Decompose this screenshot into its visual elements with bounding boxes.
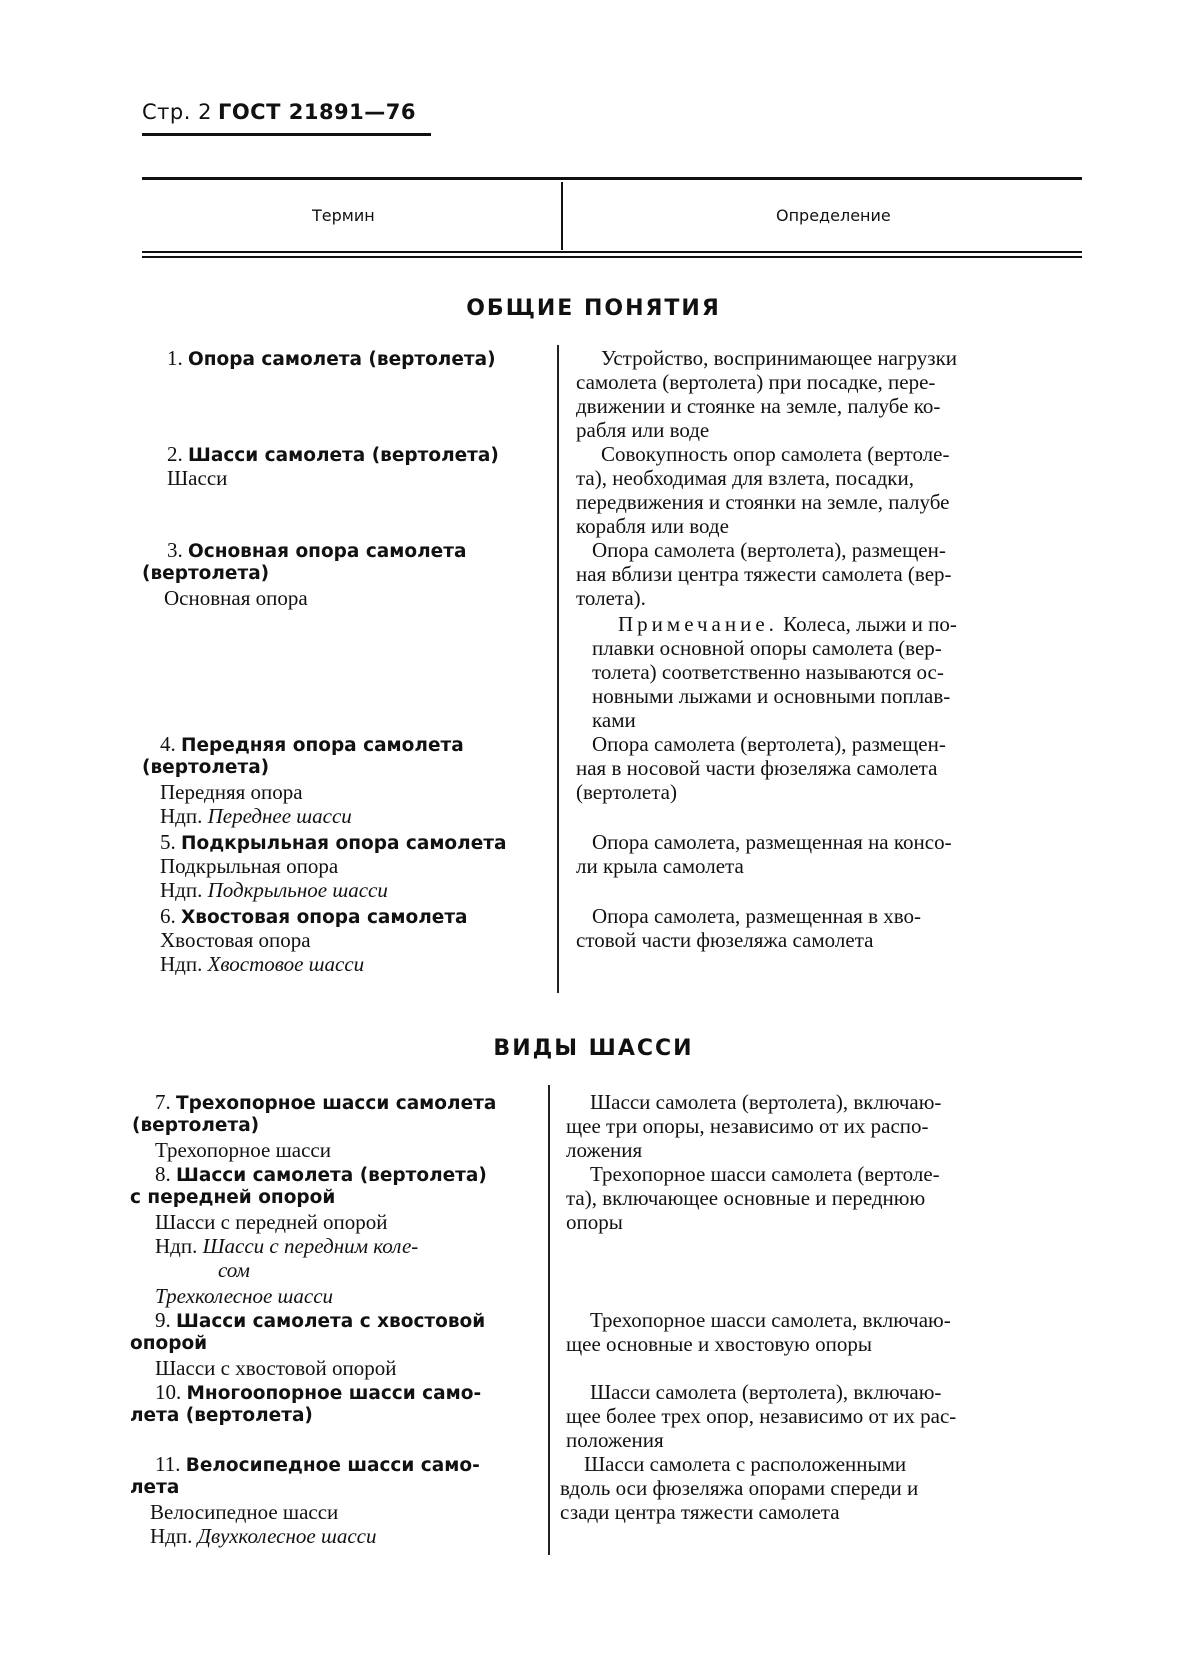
definition-7-line-3: ложения (566, 1138, 643, 1162)
term-number: 8. (155, 1162, 171, 1186)
term-number: 7. (155, 1090, 171, 1114)
term-number: 9. (155, 1308, 171, 1332)
column-divider-section-2 (548, 1085, 550, 1555)
definition-3-line-3: толета). (576, 586, 646, 610)
ndp-11 (150, 1524, 376, 1548)
term-4-line-2: (вертолета) (142, 757, 270, 778)
ndp-8-line-2: сом (218, 1258, 250, 1282)
table-header-rule-2 (142, 256, 1082, 258)
page-number: Стр. 2 (142, 100, 212, 124)
term-text: Основная опора самолета (188, 541, 467, 562)
synonym-8: Шасси с передней опорой (155, 1210, 388, 1234)
term-text: Подкрыльная опора самолета (181, 833, 507, 854)
definition-3-line-1: Опора самолета (вертолета), размещен- (592, 538, 946, 562)
definition-1-line-2: самолета (вертолета) при посадке, пере- (576, 370, 936, 394)
synonym-7: Трехопорное шасси (155, 1138, 331, 1162)
definition-8-line-2: та), включающее основные и переднюю (566, 1186, 926, 1210)
synonym-2: Шасси (167, 466, 228, 490)
definition-3-line-2: ная вблизи центра тяжести самолета (вер- (576, 562, 952, 586)
ndp-4 (160, 804, 352, 828)
term-7-line-2: (вертолета) (132, 1115, 260, 1136)
term-3-line-2: (вертолета) (142, 563, 270, 584)
term-1 (167, 346, 496, 372)
definition-1-line-3: движении и стоянке на земле, палубе ко- (576, 394, 941, 418)
ndp-text: Переднее шасси (207, 804, 352, 828)
term-number: 4. (160, 732, 176, 756)
definition-2-line-4: корабля или воде (576, 514, 729, 538)
ndp-label: Ндп. (160, 952, 203, 976)
term-text: Шасси самолета с хвостовой (176, 1311, 486, 1332)
term-7-line-1 (155, 1090, 496, 1116)
section-title-general: ОБЩИЕ ПОНЯТИЯ (466, 296, 721, 321)
term-number: 10. (155, 1380, 182, 1404)
ndp-8-line-1 (155, 1234, 418, 1258)
term-text: Передняя опора самолета (181, 735, 464, 756)
definition-4-line-3: (вертолета) (576, 780, 678, 804)
term-3-line-1 (167, 538, 466, 564)
definition-10-line-2: щее более трех опор, независимо от их рас- (566, 1404, 957, 1428)
column-divider-section-1 (557, 345, 559, 993)
definition-5-line-1: Опора самолета, размещенная на консо- (592, 830, 952, 854)
term-text: Велосипедное шасси само- (185, 1455, 480, 1476)
definition-text: Устройство, воспринимающее нагрузки (601, 346, 958, 370)
definition-11-line-3: сзади центра тяжести самолета (560, 1500, 840, 1524)
term-text: Многоопорное шасси само- (186, 1383, 482, 1404)
term-8-line-2: с передней опорой (130, 1187, 336, 1208)
ndp-label: Ндп. (155, 1234, 198, 1258)
synonym-5: Подкрыльная опора (160, 854, 339, 878)
synonym-4: Передняя опора (160, 780, 303, 804)
term-2 (167, 442, 499, 468)
term-text: Шасси самолета (вертолета) (188, 445, 499, 466)
note-3-line-1 (618, 612, 957, 636)
column-header-definition: Определение (776, 206, 891, 225)
term-4-line-1 (160, 732, 464, 758)
ndp-text: Двухколесное шасси (197, 1524, 377, 1548)
definition-2-line-2: та), необходимая для взлета, посадки, (576, 466, 914, 490)
synonym-3: Основная опора (164, 586, 308, 610)
term-number: 5. (160, 830, 176, 854)
synonym-11: Велосипедное шасси (150, 1500, 339, 1524)
definition-5-line-2: ли крыла самолета (576, 854, 744, 878)
definition-7-line-2: щее три опоры, независимо от их распо- (566, 1114, 929, 1138)
term-text: Шасси самолета (вертолета) (176, 1165, 487, 1186)
ndp-5 (160, 878, 388, 902)
term-11-line-1 (155, 1452, 480, 1478)
section-title-gear-types: ВИДЫ ШАССИ (493, 1036, 694, 1061)
header-underline (142, 133, 431, 136)
note-3-line-3: толета) соответственно называются ос- (592, 660, 944, 684)
definition-9-line-1: Трехопорное шасси самолета, включаю- (590, 1308, 951, 1332)
definition-1-line-1 (601, 346, 1084, 370)
ndp-8-line-3: Трехколесное шасси (155, 1284, 334, 1308)
ndp-label: Ндп. (150, 1524, 193, 1548)
definition-10-line-3: положения (566, 1428, 664, 1452)
term-number: 6. (160, 904, 176, 928)
term-number: 2. (167, 442, 183, 466)
definition-6-line-2: стовой части фюзеляжа самолета (576, 928, 874, 952)
definition-10-line-1: Шасси самолета (вертолета), включаю- (590, 1380, 942, 1404)
term-6 (160, 904, 468, 930)
column-header-divider (561, 182, 563, 250)
ndp-label: Ндп. (160, 804, 203, 828)
term-number: 11. (155, 1452, 181, 1476)
term-9-line-1 (155, 1308, 485, 1334)
definition-8-line-3: опоры (566, 1210, 623, 1234)
term-9-line-2: опорой (130, 1333, 208, 1354)
definition-6-line-1: Опора самолета, размещенная в хво- (592, 904, 921, 928)
term-text: Опора самолета (вертолета) (188, 349, 496, 370)
synonym-6: Хвостовая опора (160, 928, 311, 952)
term-text: Трехопорное шасси самолета (176, 1093, 497, 1114)
term-number: 1. (167, 346, 183, 370)
note-label: Примечание. (618, 612, 778, 636)
note-3-line-4: новными лыжами и основными поплав- (592, 684, 951, 708)
term-11-line-2: лета (130, 1477, 180, 1498)
column-header-term: Термин (312, 206, 375, 225)
definition-4-line-1: Опора самолета (вертолета), размещен- (592, 732, 946, 756)
term-text: Хвостовая опора самолета (181, 907, 468, 928)
definition-1-line-4: рабля или воде (576, 418, 710, 442)
page-header (142, 100, 416, 124)
note-text: Колеса, лыжи и по- (783, 612, 957, 636)
definition-11-line-1: Шасси самолета с расположенными (584, 1452, 907, 1476)
definition-4-line-2: ная в носовой части фюзеляжа самолета (576, 756, 938, 780)
term-10-line-1 (155, 1380, 481, 1406)
definition-2-line-1: Совокупность опор самолета (вертоле- (601, 442, 950, 466)
definition-9-line-2: щее основные и хвостовую опоры (566, 1332, 872, 1356)
standard-number: ГОСТ 21891—76 (217, 100, 417, 124)
note-3-line-2: плавки основной опоры самолета (вер- (592, 636, 942, 660)
term-10-line-2: лета (вертолета) (130, 1405, 313, 1426)
table-header-rule-1 (142, 251, 1082, 253)
ndp-text: Шасси с передним коле- (202, 1234, 419, 1258)
term-5 (160, 830, 506, 856)
table-top-rule (142, 177, 1082, 180)
ndp-6 (160, 952, 364, 976)
synonym-9: Шасси с хвостовой опорой (155, 1356, 397, 1380)
definition-7-line-1: Шасси самолета (вертолета), включаю- (590, 1090, 942, 1114)
term-8-line-1 (155, 1162, 487, 1188)
definition-2-line-3: передвижения и стоянки на земле, палубе (576, 490, 950, 514)
term-number: 3. (167, 538, 183, 562)
definition-8-line-1: Трехопорное шасси самолета (вертоле- (590, 1162, 940, 1186)
ndp-text: Хвостовое шасси (207, 952, 365, 976)
ndp-label: Ндп. (160, 878, 203, 902)
ndp-text: Подкрыльное шасси (207, 878, 388, 902)
note-3-line-5: ками (592, 708, 636, 732)
definition-11-line-2: вдоль оси фюзеляжа опорами спереди и (560, 1476, 919, 1500)
